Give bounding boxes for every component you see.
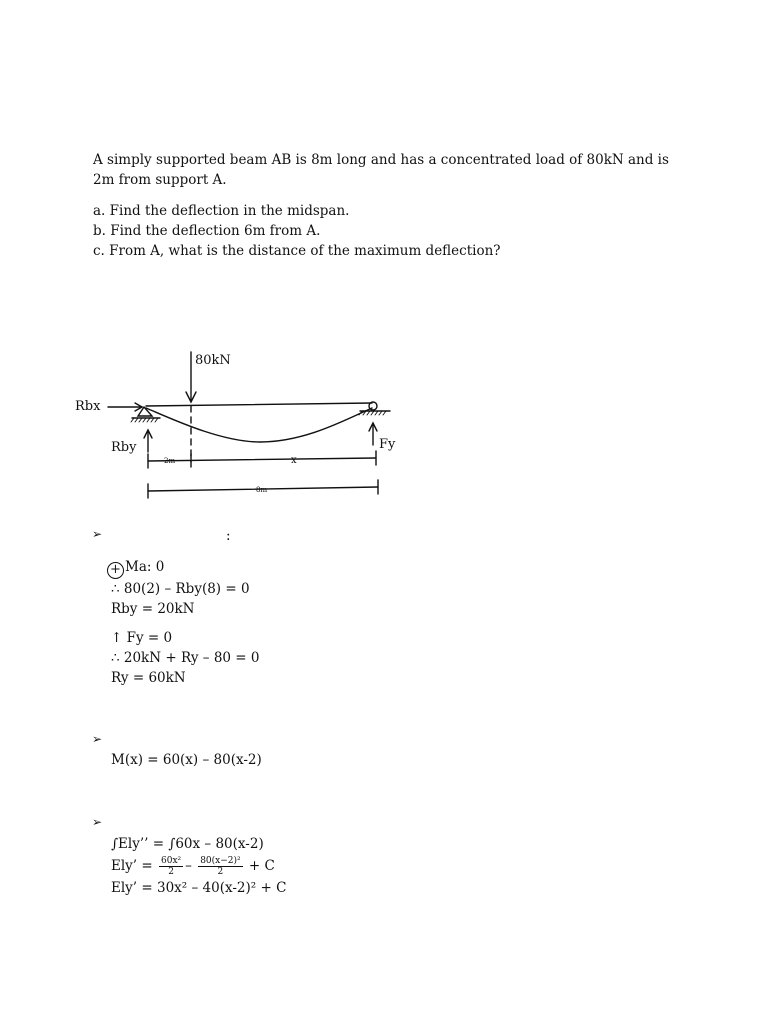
moment-sign-icon: + xyxy=(107,562,124,579)
section1-colon: : xyxy=(226,528,231,544)
rby-result: Rby = 20kN xyxy=(111,601,195,617)
moment-equation: + Ma: 0 xyxy=(111,557,250,579)
section1-equations-b xyxy=(111,628,260,688)
moment-function: M(x) = 60(x) – 80(x-2) xyxy=(111,752,262,768)
integral-equation: ∫Ely’’ = ∫60x – 80(x-2) xyxy=(111,836,264,852)
part-c: c. From A, what is the distance of the maximum deflection? xyxy=(93,243,501,259)
dim-line-1 xyxy=(148,458,376,461)
dim-left-label: 2m xyxy=(164,457,176,465)
beam-line xyxy=(146,403,372,406)
section2-equations xyxy=(111,750,262,770)
beam-diagram xyxy=(60,340,420,510)
section3-equations xyxy=(111,833,286,899)
moment-equation-2: ∴ 80(2) – Rby(8) = 0 xyxy=(111,581,250,597)
part-a: a. Find the deflection in the midspan. xyxy=(93,203,350,219)
load-label: 80kN xyxy=(195,353,231,368)
problem-parts xyxy=(93,201,501,261)
fy-label: Fy xyxy=(379,437,396,452)
problem-statement: A simply supported beam AB is 8m long and has a concentrated load of 80kN and is 2m from support A. xyxy=(93,152,669,188)
section1-bullet: ➢ xyxy=(92,527,103,541)
ry-result: Ry = 60kN xyxy=(111,670,186,686)
section1-equations xyxy=(111,557,250,619)
deflection-curve xyxy=(146,408,372,442)
fraction-2: $\frac{\text{80(x−2)²}}{2}$ xyxy=(200,856,241,877)
fy-equation: ↑ Fy = 0 xyxy=(111,630,173,646)
part-b: b. Find the deflection 6m from A. xyxy=(93,223,321,239)
rbx-label: Rbx xyxy=(75,399,101,414)
dim-total-label: 8m xyxy=(256,486,268,494)
slope-equation-fraction: Ely’ = $\frac{\text{60x²}}{2}$ – $\frac{\text{80(x−2)²}}{2}$ + C xyxy=(111,856,275,877)
fraction-1: $\frac{\text{60x²}}{2}$ xyxy=(161,856,182,877)
rby-label: Rby xyxy=(111,440,137,455)
section2-bullet: ➢ xyxy=(92,732,103,746)
dim-mid-label: x xyxy=(291,455,297,466)
slope-equation: Ely’ = 30x² – 40(x-2)² + C xyxy=(111,880,287,896)
fy-equation-2: ∴ 20kN + Ry – 80 = 0 xyxy=(111,650,260,666)
section3-bullet: ➢ xyxy=(92,815,103,829)
